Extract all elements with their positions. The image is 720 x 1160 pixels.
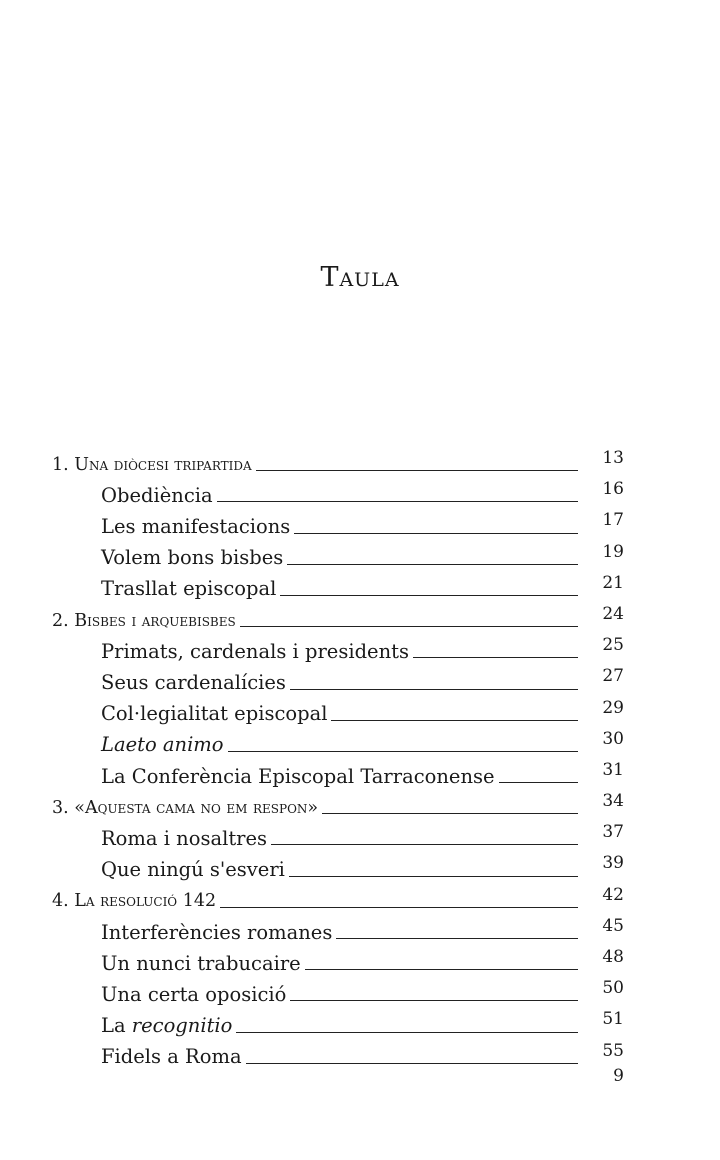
toc-page-number: 24 bbox=[602, 603, 624, 624]
page-number: 9 bbox=[613, 1066, 624, 1086]
leader-line bbox=[286, 689, 578, 696]
toc-page-number: 37 bbox=[602, 822, 624, 843]
leader-line bbox=[327, 720, 578, 727]
toc-chapter-title: 1. Una diòcesi tripartida bbox=[52, 454, 252, 475]
leader-line bbox=[224, 751, 578, 758]
toc-entry bbox=[0, 602, 720, 633]
toc-entry bbox=[0, 633, 720, 664]
toc-page-number: 45 bbox=[602, 915, 624, 936]
toc-entry bbox=[0, 758, 720, 789]
toc-page-number: 51 bbox=[602, 1009, 624, 1030]
leader-line bbox=[236, 626, 578, 633]
toc-section-title: Una certa oposició bbox=[101, 982, 287, 1006]
toc-section-title: Laeto animo bbox=[101, 733, 224, 757]
toc-entry bbox=[0, 851, 720, 882]
toc-section-title: La Conferència Episcopal Tarraconense bbox=[101, 764, 495, 788]
toc-entry bbox=[0, 477, 720, 508]
leader-line bbox=[332, 938, 578, 945]
leader-line bbox=[216, 907, 578, 914]
toc-section-title: Volem bons bisbes bbox=[101, 546, 284, 570]
toc-entry bbox=[0, 789, 720, 820]
toc-section-title: Que ningú s'esveri bbox=[101, 858, 285, 882]
toc-entry bbox=[0, 1007, 720, 1038]
leader-line bbox=[286, 1000, 578, 1007]
leader-line bbox=[276, 595, 578, 602]
leader-line bbox=[285, 876, 578, 883]
toc-section-title: Roma i nosaltres bbox=[101, 826, 268, 850]
leader-line bbox=[252, 470, 578, 477]
toc-entry bbox=[0, 571, 720, 602]
toc-chapter-title: 3. «Aquesta cama no em respon» bbox=[52, 797, 319, 818]
toc-page-number: 42 bbox=[602, 884, 624, 905]
toc-page-number: 13 bbox=[602, 448, 624, 468]
toc-page-number: 30 bbox=[602, 728, 624, 749]
toc-section-title: Seus cardenalícies bbox=[101, 671, 286, 694]
toc-page-number: 50 bbox=[602, 978, 624, 999]
toc-page-number: 55 bbox=[602, 1040, 624, 1061]
leader-line bbox=[318, 813, 578, 820]
toc-entry bbox=[0, 696, 720, 727]
toc-page-number: 16 bbox=[602, 479, 624, 500]
toc-page-number: 31 bbox=[602, 759, 624, 780]
leader-line bbox=[213, 501, 578, 508]
toc-entry bbox=[0, 446, 720, 477]
toc-section-title: Un nunci trabucaire bbox=[101, 951, 301, 975]
leader-line bbox=[495, 782, 578, 789]
toc-page-number: 39 bbox=[602, 853, 624, 874]
toc-section-title: La recognitio bbox=[101, 1014, 233, 1038]
page-title: Taula bbox=[320, 262, 400, 293]
leader-line bbox=[409, 657, 578, 664]
toc-section-title: Fidels a Roma bbox=[101, 1045, 242, 1069]
toc-entry bbox=[0, 914, 720, 945]
leader-line bbox=[301, 969, 578, 976]
leader-line bbox=[232, 1032, 578, 1039]
leader-line bbox=[267, 844, 578, 851]
toc-entry bbox=[0, 976, 720, 1007]
toc-entry bbox=[0, 664, 720, 695]
toc-section-title: Trasllat episcopal bbox=[101, 577, 277, 601]
table-of-contents bbox=[0, 446, 720, 1070]
toc-section-title: Interferències romanes bbox=[101, 920, 333, 944]
toc-entry bbox=[0, 540, 720, 571]
toc-entry bbox=[0, 508, 720, 539]
toc-section-title: Les manifestacions bbox=[101, 515, 291, 539]
toc-section-title: Obediència bbox=[101, 483, 213, 507]
toc-chapter-title: 2. Bisbes i arquebisbes bbox=[52, 610, 236, 631]
toc-entry bbox=[0, 883, 720, 914]
toc-entry bbox=[0, 945, 720, 976]
toc-entry bbox=[0, 1039, 720, 1070]
toc-section-title: Primats, cardenals i presidents bbox=[101, 639, 410, 663]
toc-chapter-title: 4. La resolució 142 bbox=[52, 891, 217, 912]
toc-page-number: 27 bbox=[602, 666, 624, 687]
toc-section-title: Col·legialitat episcopal bbox=[101, 702, 328, 726]
toc-entry bbox=[0, 727, 720, 758]
toc-page-number: 21 bbox=[602, 572, 624, 593]
leader-line bbox=[283, 564, 578, 571]
leader-line bbox=[290, 533, 578, 540]
toc-page-number: 48 bbox=[602, 947, 624, 967]
toc-page-number: 29 bbox=[602, 697, 624, 718]
toc-page-number: 17 bbox=[602, 510, 624, 531]
toc-page-number: 34 bbox=[602, 791, 624, 812]
toc-entry bbox=[0, 820, 720, 851]
toc-page-number: 25 bbox=[602, 635, 624, 656]
toc-page-number: 19 bbox=[602, 541, 624, 562]
leader-line bbox=[242, 1063, 578, 1070]
